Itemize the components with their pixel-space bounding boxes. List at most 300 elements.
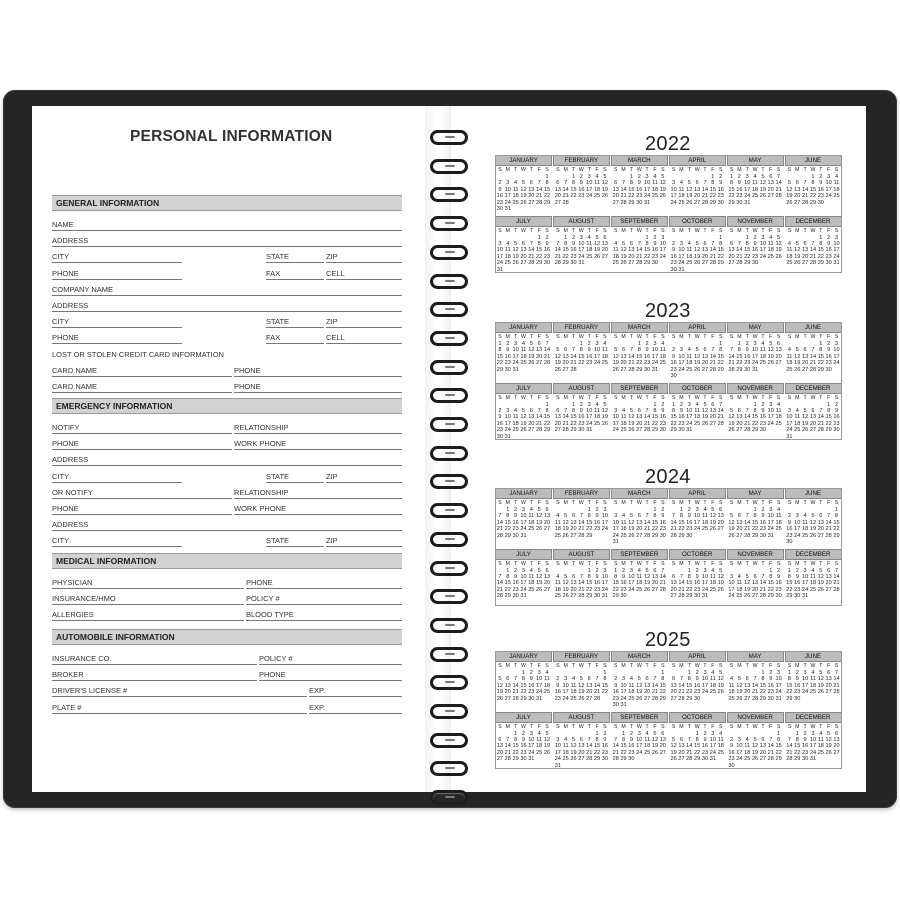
day-number: 27 (528, 427, 535, 434)
day-number: 9 (661, 407, 665, 414)
day-number: 29 (775, 756, 782, 763)
day-number: 17 (794, 526, 801, 533)
day-number: 11 (810, 573, 816, 580)
form-field-row (52, 423, 402, 435)
form-field-label: ZIP (326, 317, 338, 327)
weekday-letter: T (687, 500, 691, 506)
day-number: 8 (819, 347, 823, 354)
day-number: 11 (659, 347, 666, 354)
form-field-line (52, 664, 257, 665)
day-number: 23 (825, 360, 832, 367)
form-field-line (52, 311, 402, 312)
day-number: 8 (587, 513, 591, 520)
day-number: 19 (801, 420, 809, 427)
day-number: 24 (670, 199, 677, 206)
weekday-letter: T (687, 723, 691, 730)
day-number: 3 (564, 676, 568, 683)
day-number: 17 (670, 193, 677, 200)
day-number: 14 (578, 519, 585, 526)
day-number: 5 (695, 347, 699, 354)
weekday-letter: T (803, 663, 807, 669)
day-number: 31 (686, 427, 693, 434)
day-number: 22 (717, 360, 724, 367)
day-number: 12 (736, 682, 743, 689)
day-number: 8 (672, 407, 676, 414)
day-number: 14 (736, 247, 743, 254)
weekday-letter: M (679, 500, 684, 506)
form-field-line (234, 498, 402, 499)
day-number: 8 (753, 407, 757, 414)
day-number: 24 (825, 193, 832, 200)
day-number: 1 (622, 730, 626, 737)
day-number: 17 (801, 580, 809, 587)
form-field-line (266, 546, 324, 547)
day-number: 19 (643, 580, 651, 587)
day-number: 16 (651, 247, 659, 254)
day-number: 1 (571, 174, 576, 180)
month-name: OCTOBER (669, 216, 726, 227)
day-number: 26 (620, 260, 627, 267)
day-number: 9 (506, 347, 510, 354)
day-number: 30 (833, 427, 840, 434)
weekday-letter: S (834, 334, 839, 340)
day-number: 5 (695, 240, 699, 247)
day-number: 27 (833, 749, 840, 756)
day-number: 17 (536, 682, 543, 689)
weekday-letter: S (729, 560, 734, 567)
day-number: 20 (628, 253, 635, 260)
day-number: 19 (543, 743, 551, 750)
day-number: 20 (728, 253, 735, 260)
weekday-letter: S (661, 723, 665, 730)
weekday-letter: S (776, 560, 781, 567)
day-number: 16 (659, 519, 666, 526)
day-number: 22 (601, 689, 609, 696)
day-number: 13 (728, 247, 735, 254)
day-number: 22 (643, 253, 651, 260)
day-number: 23 (825, 253, 832, 260)
form-field-label: ADDRESS (52, 236, 89, 246)
month-name: MAY (727, 322, 784, 333)
day-number: 25 (751, 193, 759, 200)
day-number: 27 (659, 749, 666, 756)
calendar-year-grid (495, 651, 842, 769)
day-number: 5 (603, 174, 607, 180)
weekday-letter: S (613, 560, 618, 567)
weekday-letter: T (745, 560, 749, 567)
day-number: 16 (512, 580, 519, 587)
day-number: 24 (520, 526, 527, 533)
day-number: 9 (777, 573, 781, 580)
day-number: 19 (628, 526, 635, 533)
day-number: 7 (745, 407, 749, 414)
day-number: 6 (803, 347, 807, 354)
weekday-letter: S (613, 394, 618, 401)
day-number: 17 (512, 353, 519, 360)
day-number: 15 (504, 580, 511, 587)
day-number: 4 (603, 341, 607, 347)
day-number: 15 (817, 247, 824, 254)
day-number: 9 (614, 682, 618, 689)
day-number: 1 (729, 174, 734, 180)
day-number: 16 (543, 247, 551, 254)
form-field-line (259, 664, 402, 665)
weekday-letter: T (629, 334, 633, 340)
day-number: 12 (794, 247, 801, 254)
weekday-letter: T (629, 167, 633, 173)
day-number: 15 (612, 580, 619, 587)
day-number: 16 (520, 743, 527, 750)
day-number: 26 (601, 420, 609, 427)
day-number: 17 (562, 689, 569, 696)
spiral-coil (430, 302, 468, 317)
day-number: 21 (767, 749, 774, 756)
form-field-line (246, 588, 402, 589)
day-number: 26 (562, 532, 569, 539)
day-number: 12 (651, 736, 659, 743)
day-number: 21 (643, 526, 651, 533)
day-number: 11 (736, 580, 743, 587)
weekday-letter: T (571, 334, 576, 340)
day-number: 9 (556, 682, 560, 689)
weekday-letter: S (834, 227, 839, 234)
weekday-letter: M (795, 560, 800, 567)
day-number: 20 (651, 580, 659, 587)
day-number: 17 (578, 247, 585, 254)
day-number: 23 (759, 420, 767, 427)
day-number: 6 (753, 573, 757, 580)
day-number: 7 (745, 513, 749, 520)
weekday-letter: S (787, 334, 792, 340)
day-number: 4 (645, 730, 649, 737)
weekday-letter: W (521, 334, 526, 340)
weekday-letter: S (661, 500, 665, 506)
form-field-label: RELATIONSHIP (234, 423, 289, 432)
spiral-coil (430, 388, 468, 403)
day-number: 3 (834, 234, 839, 241)
day-number: 27 (809, 427, 817, 434)
weekday-letter: T (629, 663, 633, 669)
section-title: EMERGENCY INFORMATION (56, 401, 173, 411)
day-number: 19 (612, 360, 619, 367)
day-number: 20 (817, 526, 824, 533)
weekday-letter: S (834, 663, 839, 669)
day-number: 12 (801, 414, 809, 421)
weekday-letter: S (498, 394, 502, 401)
day-number: 4 (661, 341, 665, 347)
day-number: 13 (694, 186, 701, 193)
weekday-letter: F (711, 227, 715, 234)
day-number: 10 (801, 573, 809, 580)
day-number: 28 (833, 586, 840, 593)
day-number: 25 (620, 427, 627, 434)
weekday-letter: S (556, 663, 560, 669)
day-number: 8 (587, 573, 591, 580)
weekday-letter: F (827, 334, 831, 340)
day-number: 13 (612, 186, 619, 193)
day-number: 8 (629, 180, 633, 187)
day-number: 9 (834, 407, 839, 414)
day-number: 9 (595, 573, 599, 580)
day-number: 5 (737, 676, 741, 683)
day-number: 25 (593, 420, 601, 427)
day-number: 25 (686, 366, 693, 373)
day-number: 8 (753, 513, 757, 520)
weekday-letter: S (787, 560, 792, 567)
day-number: 15 (628, 186, 635, 193)
form-field-line (52, 327, 182, 328)
day-number: 14 (570, 353, 577, 360)
day-number: 23 (554, 695, 561, 702)
day-number: 16 (817, 186, 824, 193)
day-number: 14 (651, 682, 659, 689)
day-number: 30 (775, 593, 782, 600)
day-number: 27 (825, 689, 832, 696)
day-number: 13 (736, 519, 743, 526)
day-number: 25 (709, 689, 716, 696)
day-number: 1 (629, 174, 633, 180)
day-number: 4 (556, 513, 560, 520)
day-number: 16 (825, 353, 832, 360)
day-number: 5 (514, 240, 518, 247)
day-number: 12 (694, 247, 701, 254)
weekday-letter: W (752, 663, 758, 669)
weekday-letter: M (505, 723, 510, 730)
day-number: 8 (787, 676, 791, 683)
day-number: 23 (759, 526, 767, 533)
day-number: 19 (825, 743, 832, 750)
day-number: 27 (736, 427, 743, 434)
day-number: 30 (636, 199, 643, 206)
weekday-letter: T (587, 500, 591, 506)
day-number: 13 (628, 247, 635, 254)
day-number: 14 (670, 519, 677, 526)
form-field-label: CARD NAME (52, 382, 98, 391)
day-number: 30 (801, 756, 809, 763)
day-number: 24 (678, 260, 685, 267)
day-number: 19 (528, 353, 535, 360)
form-field-line (266, 262, 324, 263)
day-number: 26 (651, 749, 659, 756)
day-number: 30 (717, 199, 724, 206)
day-number: 17 (809, 743, 817, 750)
day-number: 5 (795, 347, 799, 354)
day-number: 23 (659, 420, 666, 427)
day-number: 7 (711, 240, 715, 247)
day-number: 6 (719, 507, 723, 513)
weekday-letter: W (810, 334, 816, 340)
weekday-letter: T (529, 500, 533, 506)
day-number: 19 (628, 420, 635, 427)
day-number: 19 (728, 526, 735, 533)
day-number: 2 (653, 234, 657, 241)
day-number: 23 (786, 532, 793, 539)
weekday-letter: M (621, 167, 626, 173)
day-number: 2 (529, 670, 533, 676)
day-number: 22 (686, 689, 693, 696)
day-number: 26 (817, 586, 824, 593)
day-number: 9 (687, 513, 691, 520)
weekday-letter: T (703, 334, 707, 340)
form-field-row (52, 285, 402, 297)
day-number: 30 (678, 427, 685, 434)
day-number: 30 (759, 427, 767, 434)
day-number: 20 (801, 360, 809, 367)
day-number: 2 (703, 730, 707, 737)
section-title: GENERAL INFORMATION (56, 198, 160, 208)
day-number: 18 (504, 253, 511, 260)
day-number: 16 (512, 519, 519, 526)
day-number: 5 (687, 180, 691, 187)
day-number: 10 (686, 407, 693, 414)
day-number: 2 (556, 676, 560, 683)
day-number: 6 (506, 676, 510, 683)
month-name: MAY (727, 651, 784, 662)
form-field-line (326, 546, 402, 547)
day-number: 29 (659, 695, 666, 702)
day-number: 19 (736, 689, 743, 696)
day-number: 22 (496, 360, 504, 367)
day-number: 30 (651, 260, 659, 267)
day-number: 2 (695, 670, 699, 676)
day-number: 1 (719, 234, 723, 241)
day-number: 10 (701, 676, 709, 683)
day-number: 5 (564, 573, 568, 580)
day-number: 28 (744, 427, 751, 434)
day-number: 18 (709, 682, 716, 689)
day-number: 12 (562, 580, 569, 587)
day-number: 16 (751, 247, 759, 254)
weekday-letter: S (556, 167, 560, 173)
day-number: 29 (586, 532, 593, 539)
day-number: 22 (659, 689, 666, 696)
day-number: 18 (786, 360, 793, 367)
day-number: 6 (695, 180, 699, 187)
day-number: 26 (728, 427, 735, 434)
day-number: 14 (809, 247, 817, 254)
weekday-letter: W (694, 394, 700, 401)
day-number: 3 (811, 730, 815, 737)
weekday-letter: S (613, 334, 618, 340)
weekday-letter: T (703, 723, 707, 730)
weekday-letter: T (587, 560, 591, 567)
day-number: 26 (775, 253, 782, 260)
day-number: 29 (543, 199, 551, 206)
day-number: 10 (767, 513, 774, 520)
weekday-letter: T (819, 334, 823, 340)
day-number: 2 (521, 730, 526, 737)
day-number: 12 (528, 347, 535, 354)
day-number: 2 (795, 670, 799, 676)
day-number: 31 (520, 532, 527, 539)
form-field-label: WORK PHONE (234, 504, 287, 513)
day-number: 11 (686, 353, 693, 360)
day-number: 30 (504, 366, 511, 373)
spiral-coil (430, 675, 468, 690)
day-number: 20 (504, 689, 511, 696)
day-number: 6 (711, 401, 715, 408)
day-number: 14 (759, 580, 767, 587)
day-number: 7 (529, 240, 533, 247)
day-number: 11 (744, 743, 751, 750)
section-title: MEDICAL INFORMATION (56, 556, 157, 566)
day-number: 22 (612, 586, 619, 593)
day-number: 10 (775, 676, 782, 683)
day-number: 17 (554, 749, 561, 756)
day-number: 18 (601, 353, 609, 360)
form-field-row (52, 382, 402, 394)
day-number: 11 (544, 676, 550, 683)
weekday-letter: W (810, 663, 816, 669)
day-number: 11 (554, 519, 561, 526)
day-number: 7 (629, 347, 633, 354)
day-number: 31 (701, 593, 709, 600)
day-number: 3 (672, 180, 676, 187)
day-number: 15 (809, 186, 817, 193)
day-number: 26 (809, 532, 817, 539)
day-number: 7 (645, 407, 649, 414)
day-number: 18 (643, 743, 651, 750)
day-number: 28 (744, 532, 751, 539)
weekday-letter: S (718, 167, 723, 173)
day-number: 18 (833, 186, 840, 193)
weekday-letter: S (545, 394, 549, 401)
weekday-letter: T (645, 663, 649, 669)
day-number: 12 (728, 414, 735, 421)
day-number: 14 (751, 682, 759, 689)
day-number: 10 (636, 736, 643, 743)
day-number: 2 (819, 174, 823, 180)
day-number: 18 (809, 682, 817, 689)
month-name: JULY (495, 383, 552, 394)
spiral-coil (430, 532, 468, 547)
month-name: SEPTEMBER (611, 712, 668, 723)
day-number: 26 (717, 689, 724, 696)
day-number: 20 (643, 689, 651, 696)
day-number: 1 (595, 730, 599, 737)
weekday-letter: T (645, 334, 649, 340)
day-number: 21 (833, 580, 840, 587)
day-number: 29 (694, 756, 701, 763)
day-number: 5 (777, 234, 781, 241)
day-number: 12 (825, 736, 832, 743)
day-number: 15 (496, 353, 504, 360)
day-number: 12 (728, 519, 735, 526)
day-number: 23 (504, 360, 511, 367)
day-number: 3 (761, 234, 765, 241)
day-number: 21 (744, 526, 751, 533)
day-number: 23 (512, 526, 519, 533)
day-number: 7 (811, 240, 815, 247)
weekday-letter: S (545, 500, 549, 506)
day-number: 2 (672, 240, 676, 247)
day-number: 15 (833, 519, 840, 526)
day-number: 26 (612, 366, 619, 373)
day-number: 23 (794, 689, 801, 696)
day-number: 28 (586, 756, 593, 763)
month-name: FEBRUARY (553, 322, 610, 333)
day-number: 19 (728, 420, 735, 427)
weekday-letter: M (563, 500, 568, 506)
day-number: 6 (819, 513, 823, 520)
weekday-letter: W (521, 500, 526, 506)
form-field-label: CELL (326, 333, 345, 343)
form-field-line (234, 376, 402, 377)
day-number: 7 (622, 180, 626, 187)
form-field-label: PHYSICIAN (52, 578, 93, 587)
calendar-year-label: 2022 (645, 133, 691, 155)
day-number: 2 (745, 341, 749, 347)
